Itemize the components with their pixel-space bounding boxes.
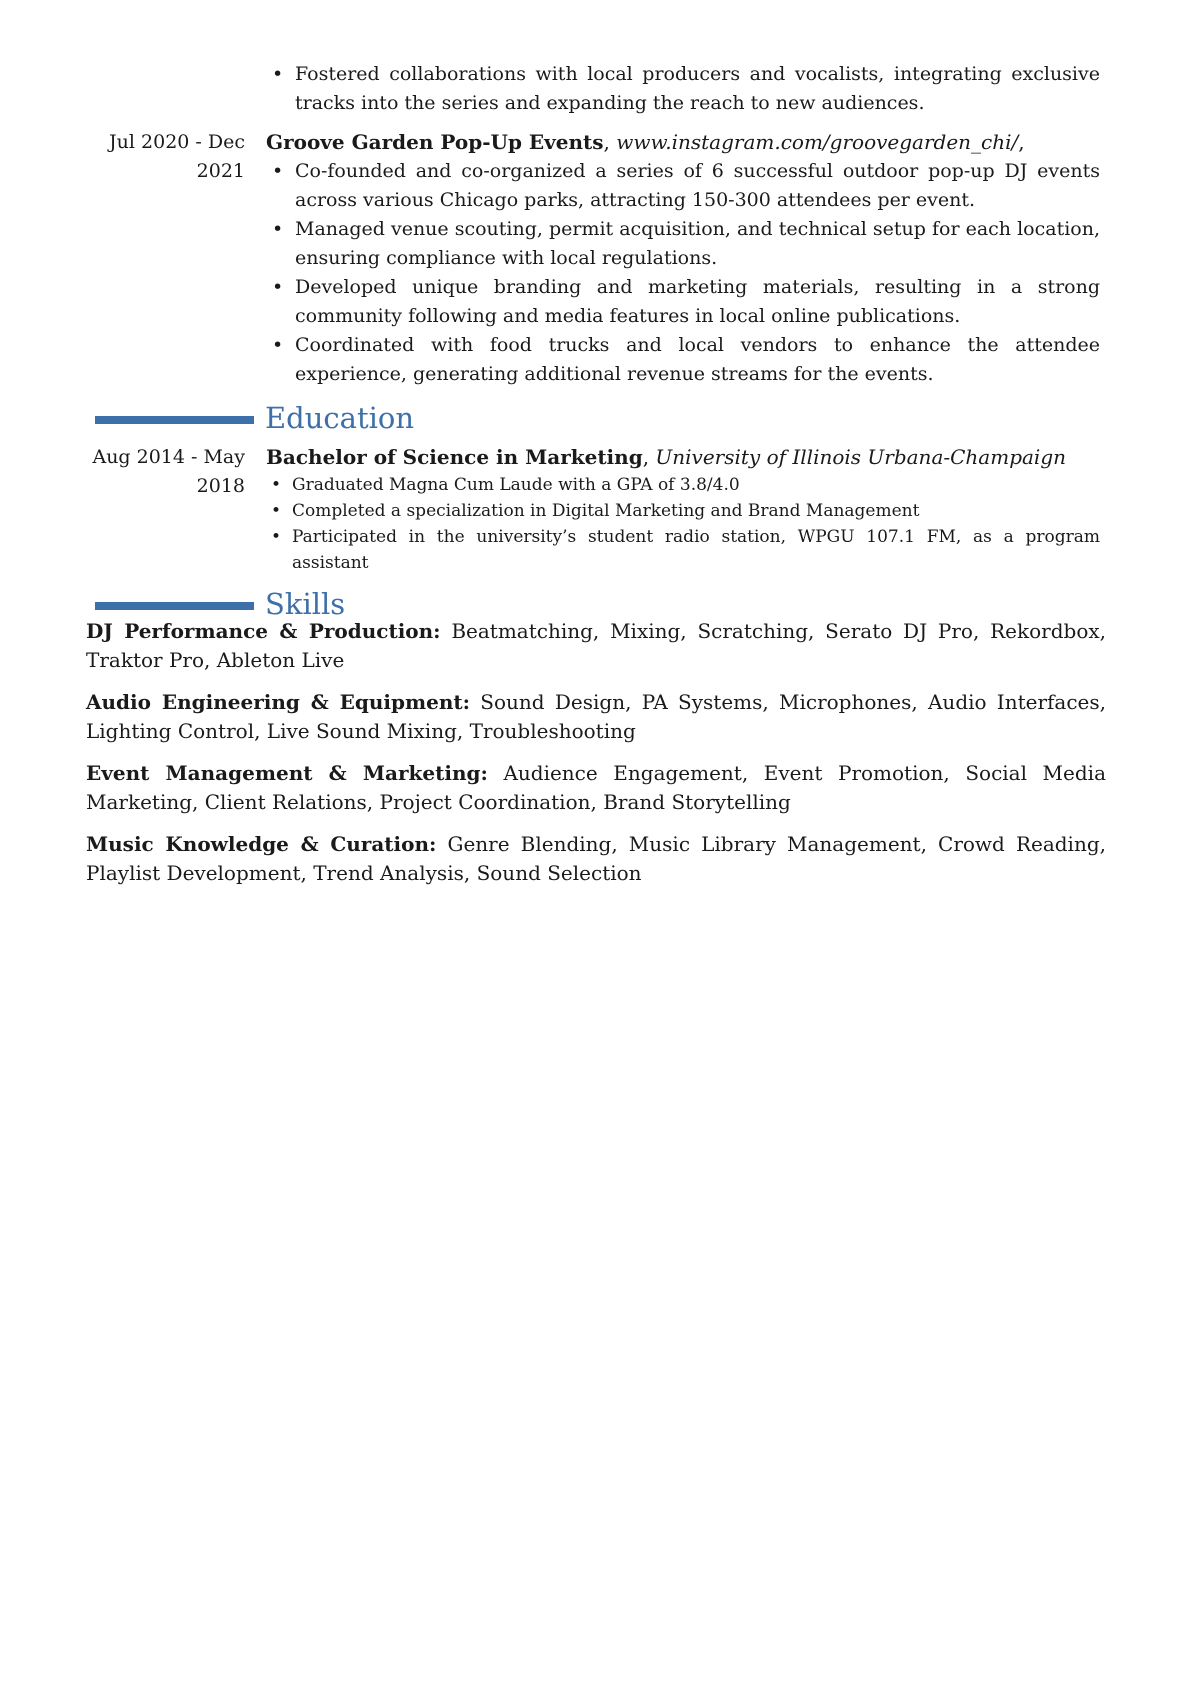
skill-values: Sound Design, PA Systems, Microphones, Audio Interfaces, Lighting Control, Live Sound Mixing, Troubleshooting: [86, 690, 1107, 743]
entry-body: [266, 60, 1100, 118]
entry-body: [266, 128, 1100, 389]
trailing-comma: ,: [1018, 130, 1025, 154]
bullet-list: [266, 157, 1100, 389]
bullet-list: [266, 60, 1100, 118]
skill-category: Music Knowledge & Curation:: [86, 832, 437, 856]
entry-body: [266, 443, 1100, 576]
skill-values: Audience Engagement, Event Promotion, Social Media Marketing, Client Relations, Project Coordination, Brand Storytelling: [86, 761, 1106, 814]
entry-heading: [266, 128, 1100, 157]
section-rule: [95, 416, 254, 424]
list-item: • Participated in the university’s student radio station, WPGU 107.1 FM, as a program assistant: [266, 524, 1100, 576]
list-item: • Graduated Magna Cum Laude with a GPA of 3.8/4.0: [266, 472, 1100, 498]
section-rule: [95, 602, 254, 610]
list-item: • Coordinated with food trucks and local vendors to enhance the attendee experience, generating additional revenue streams for the events.: [266, 331, 1100, 389]
skill-values: Beatmatching, Mixing, Scratching, Serato DJ Pro, Rekordbox, Traktor Pro, Ableton Live: [86, 619, 1106, 672]
skill-group: [86, 759, 1106, 817]
entry-date: Jul 2020 - Dec 2021: [109, 131, 245, 182]
separator: ,: [603, 130, 617, 154]
skill-category: Audio Engineering & Equipment:: [86, 690, 471, 714]
bullet-list: [266, 472, 1100, 576]
skill-group: [86, 617, 1106, 675]
education-section-header: [0, 398, 1190, 438]
section-title: Skills: [265, 587, 346, 621]
skill-values: Genre Blending, Music Library Management, Crowd Reading, Playlist Development, Trend Analysis, Sound Selection: [86, 832, 1106, 885]
skills-list: [86, 617, 1106, 901]
entry-heading: [266, 443, 1100, 472]
list-item: • Managed venue scouting, permit acquisition, and technical setup for each location, ensuring compliance with local regulations.: [266, 215, 1100, 273]
organization-url[interactable]: www.instagram.com/groovegarden_chi/: [616, 130, 1019, 154]
degree-name: Bachelor of Science in Marketing: [266, 445, 643, 469]
skill-category: DJ Performance & Production:: [86, 619, 441, 643]
skill-category: Event Management & Marketing:: [86, 761, 488, 785]
list-item: • Developed unique branding and marketing materials, resulting in a strong community following and media features in local online publications.: [266, 273, 1100, 331]
section-title: Education: [265, 401, 415, 435]
skill-group: [86, 830, 1106, 888]
list-item: • Co-founded and co-organized a series of 6 successful outdoor pop-up DJ events across various Chicago parks, attracting 150-300 attendees per event.: [266, 157, 1100, 215]
list-item: • Fostered collaborations with local producers and vocalists, integrating exclusive tracks into the series and expanding the reach to new audiences.: [266, 60, 1100, 118]
organization-name: Groove Garden Pop-Up Events: [266, 130, 604, 154]
list-item: • Completed a specialization in Digital Marketing and Brand Management: [266, 498, 1100, 524]
school-name: University of Illinois Urbana-Champaign: [655, 445, 1067, 469]
skill-group: [86, 688, 1106, 746]
separator: ,: [642, 445, 656, 469]
entry-date: Aug 2014 - May 2018: [92, 446, 245, 497]
